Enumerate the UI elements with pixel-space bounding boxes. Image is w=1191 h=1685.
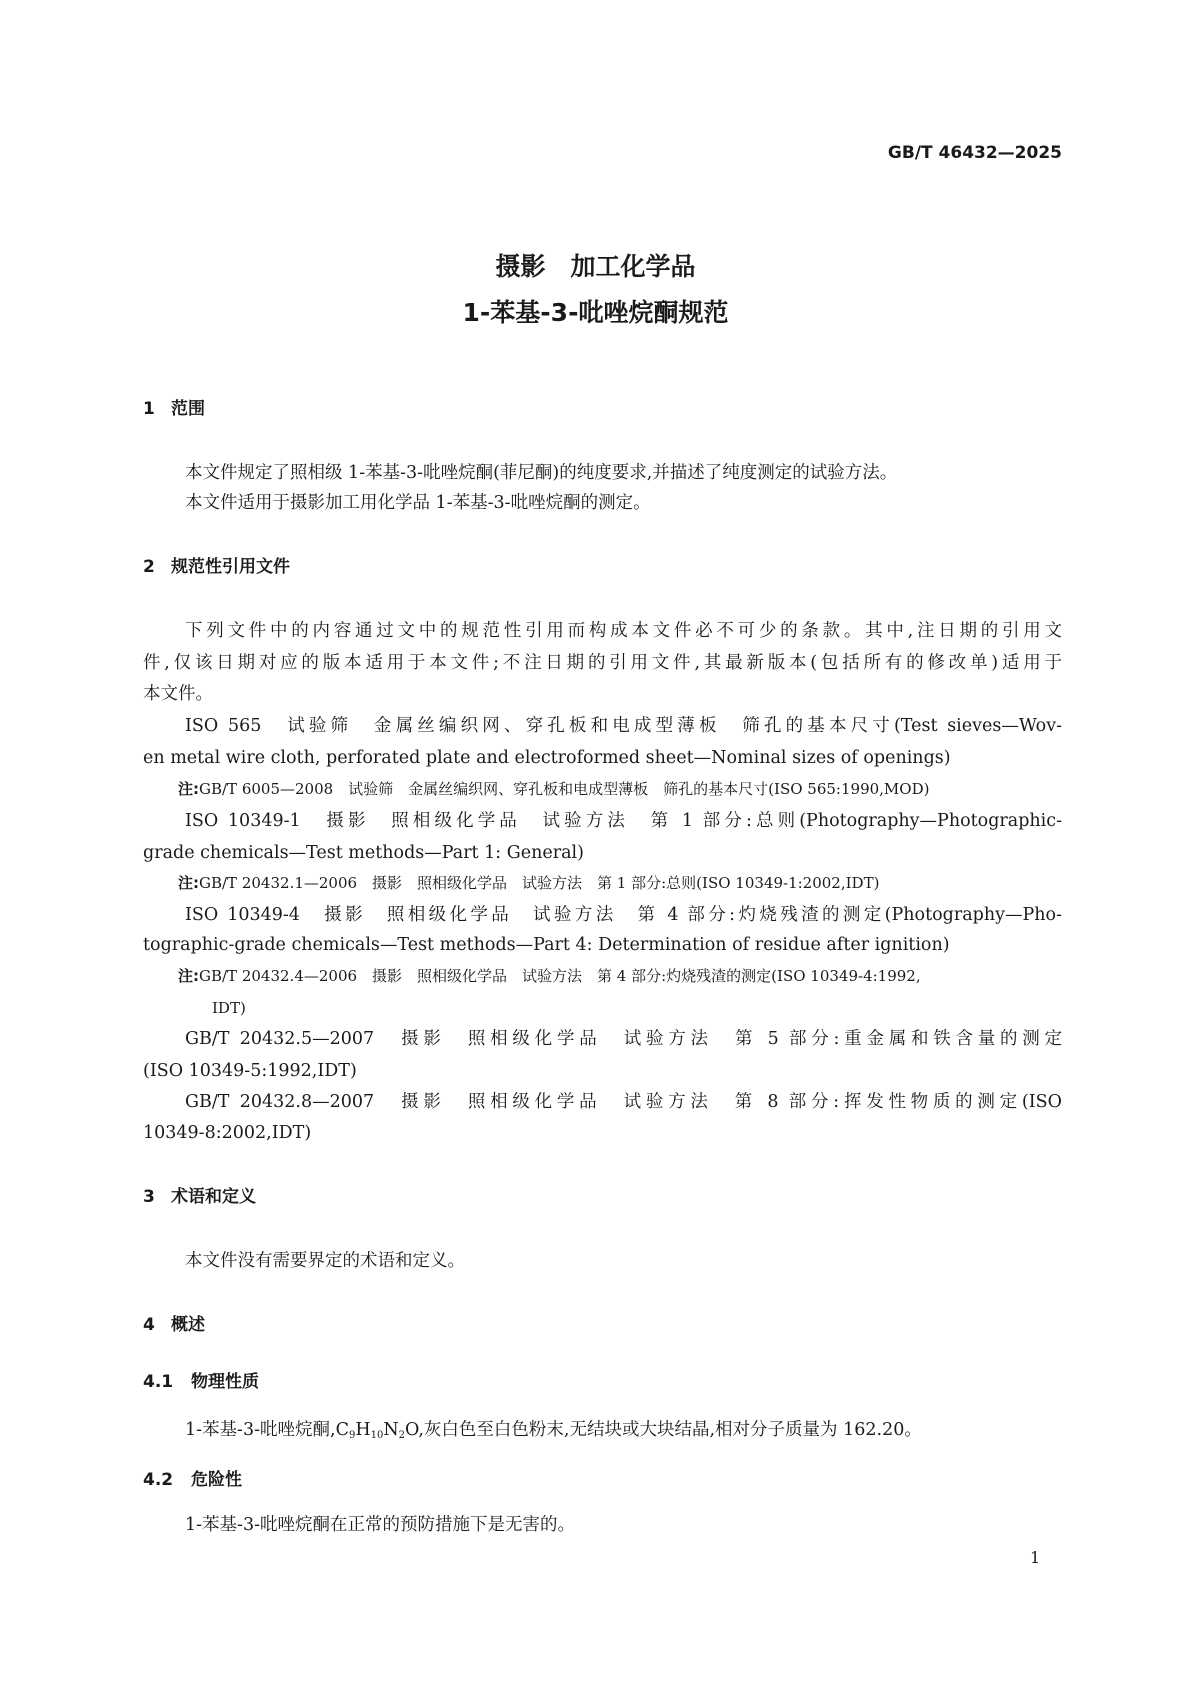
text: O,灰白色至白色粉末,无结块或大块结晶,相对分子质量为 162.20。: [405, 1420, 922, 1440]
reference-gbt-20432-8: GB/T 20432.8—2007 摄影 照相级化学品 试验方法 第 8 部分:挥发性物质的测定(ISO: [185, 1092, 1062, 1112]
note-label: 注:: [178, 967, 199, 985]
reference-continuation: (ISO 10349-5:1992,IDT): [143, 1061, 357, 1081]
section-number: 1: [143, 399, 155, 419]
paragraph: 本文件没有需要界定的术语和定义。: [185, 1251, 465, 1271]
reference-gbt-20432-5: GB/T 20432.5—2007 摄影 照相级化学品 试验方法 第 5 部分:重金属和铁含量的测定: [185, 1029, 1062, 1049]
section-3-heading: [143, 1185, 256, 1209]
section-title: 术语和定义: [171, 1187, 256, 1207]
page-number: 1: [1030, 1548, 1041, 1567]
reference-note-continuation: IDT): [212, 999, 246, 1017]
document-title-line1: 摄影 加工化学品: [495, 252, 696, 281]
paragraph-line: 件,仅该日期对应的版本适用于本文件;不注日期的引用文件,其最新版本(包括所有的修改单)适用于: [143, 653, 1062, 673]
reference-continuation: 10349-8:2002,IDT): [143, 1123, 312, 1143]
section-number: 3: [143, 1187, 155, 1207]
paragraph-line: 下列文件中的内容通过文中的规范性引用而构成本文件必不可少的条款。其中,注日期的引用文: [185, 621, 1062, 641]
note-text: GB/T 6005—2008 试验筛 金属丝编织网、穿孔板和电成型薄板 筛孔的基本尺寸(ISO 565:1990,MOD): [199, 780, 930, 798]
section-title: 范围: [171, 399, 205, 419]
section-4-2-heading: [143, 1468, 242, 1492]
subscript: 10: [370, 1430, 384, 1441]
subscript: 9: [348, 1430, 356, 1441]
physical-properties-paragraph: [185, 1418, 922, 1448]
text: H: [355, 1420, 371, 1440]
text: 1-苯基-3-吡唑烷酮,C: [185, 1420, 349, 1440]
note-label: 注:: [178, 874, 199, 892]
reference-continuation: tographic-grade chemicals—Test methods—Part 4: Determination of residue after ignition): [143, 935, 950, 955]
section-4-heading: [143, 1313, 205, 1337]
reference-iso-565: ISO 565 试验筛 金属丝编织网、穿孔板和电成型薄板 筛孔的基本尺寸(Test sieves—Wov-: [185, 716, 1062, 736]
standard-number: GB/T 46432—2025: [887, 143, 1062, 163]
text: N: [383, 1420, 399, 1440]
paragraph: 1-苯基-3-吡唑烷酮在正常的预防措施下是无害的。: [185, 1515, 576, 1535]
section-title: 概述: [171, 1315, 205, 1335]
section-number: 2: [143, 557, 155, 577]
section-number: 4.1: [143, 1372, 174, 1392]
paragraph: 本文件适用于摄影加工用化学品 1-苯基-3-吡唑烷酮的测定。: [185, 493, 651, 513]
section-4-1-heading: [143, 1370, 259, 1394]
section-title: 规范性引用文件: [171, 557, 290, 577]
reference-note: [178, 964, 1062, 988]
subscript: 2: [398, 1430, 406, 1441]
reference-continuation: grade chemicals—Test methods—Part 1: General): [143, 843, 584, 863]
section-2-heading: [143, 555, 290, 579]
section-number: 4: [143, 1315, 155, 1335]
paragraph: 本文件规定了照相级 1-苯基-3-吡唑烷酮(菲尼酮)的纯度要求,并描述了纯度测定的试验方法。: [185, 463, 898, 483]
section-title: 危险性: [191, 1470, 242, 1490]
section-title: 物理性质: [191, 1372, 259, 1392]
reference-note: [178, 871, 1062, 895]
section-number: 4.2: [143, 1470, 174, 1490]
reference-iso-10349-4: ISO 10349-4 摄影 照相级化学品 试验方法 第 4 部分:灼烧残渣的测定(Photography—Pho-: [185, 905, 1062, 925]
section-1-heading: [143, 397, 205, 421]
note-text: GB/T 20432.4—2006 摄影 照相级化学品 试验方法 第 4 部分:灼烧残渣的测定(ISO 10349-4:1992,: [199, 967, 921, 985]
document-title-line2: 1-苯基-3-吡唑烷酮规范: [462, 298, 729, 327]
paragraph-line: 本文件。: [143, 684, 213, 704]
note-label: 注:: [178, 780, 199, 798]
note-text: GB/T 20432.1—2006 摄影 照相级化学品 试验方法 第 1 部分:总则(ISO 10349-1:2002,IDT): [199, 874, 880, 892]
reference-iso-10349-1: ISO 10349-1 摄影 照相级化学品 试验方法 第 1 部分:总则(Photography—Photographic-: [185, 811, 1062, 831]
reference-note: [178, 777, 1062, 801]
reference-continuation: en metal wire cloth, perforated plate and electroformed sheet—Nominal sizes of openings): [143, 748, 951, 768]
